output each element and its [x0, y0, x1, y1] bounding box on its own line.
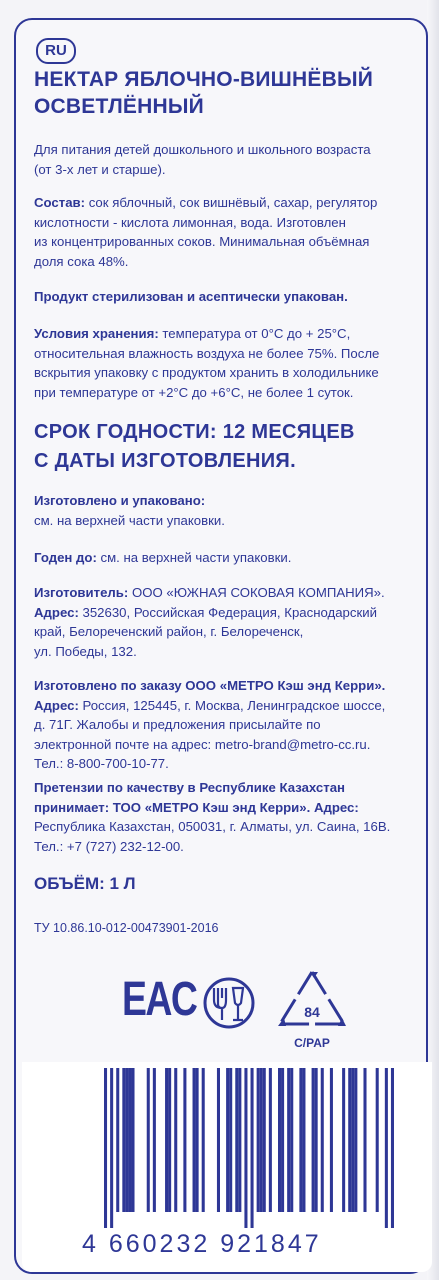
barcode-bar	[202, 1068, 205, 1212]
barcode-bar	[104, 1068, 107, 1228]
intro-line: (от 3-х лет и старше).	[34, 161, 166, 177]
order-line: Россия, 125445, г. Москва, Ленинградское шоссе,	[78, 697, 386, 713]
barcode-bar	[174, 1068, 177, 1212]
composition-label: Состав:	[34, 195, 86, 210]
manufacturer-name: ООО «ЮЖНАЯ СОКОВАЯ КОМПАНИЯ».	[128, 585, 385, 600]
barcode-bar	[217, 1068, 220, 1212]
barcode-bar	[153, 1068, 156, 1212]
kz-line: Республика Казахстан, 050031, г. Алматы, ул. Саина, 16В.	[34, 819, 391, 834]
storage-line: относительная влажность воздуха не более 75%. После	[34, 345, 380, 361]
recycle-code: 84	[304, 1004, 320, 1020]
barcode-bar	[147, 1068, 150, 1212]
barcode-bar	[302, 1068, 305, 1212]
product-title	[34, 66, 414, 120]
storage-block	[34, 324, 412, 402]
best-before-text: см. на верхней части упаковки.	[96, 550, 292, 565]
order-line: д. 71Г. Жалобы и предложения присылайте по	[34, 717, 321, 732]
barcode-bar	[281, 1068, 284, 1212]
barcode-bar	[385, 1068, 388, 1228]
sterilized-text: Продукт стерилизован и асептически упакован.	[34, 289, 348, 304]
barcode-bar	[363, 1068, 366, 1212]
food-contact-icon	[202, 976, 256, 1030]
kz-claims-block	[34, 778, 412, 856]
kz-bold-line: Претензии по качеству в Республике Казахстан	[34, 780, 346, 795]
storage-line: при температуре от +2°С до +6°С, не более 1 суток.	[34, 384, 354, 400]
barcode-bar	[235, 1068, 238, 1212]
barcode-bar	[257, 1068, 260, 1212]
barcode-bar	[391, 1068, 394, 1228]
kz-bold-line: принимает: ТОО «МЕТРО Кэш энд Керри». Адрес:	[34, 799, 359, 815]
made-packed-label: Изготовлено и упаковано:	[34, 493, 206, 508]
barcode-bar	[263, 1068, 266, 1212]
barcode-digits: 4 660232 921847	[82, 1230, 322, 1258]
language-badge: RU	[36, 38, 76, 64]
barcode-bar	[168, 1068, 171, 1212]
manufacturer-address-line: 352630, Российская Федерация, Краснодарский	[78, 604, 377, 620]
tu-code: ТУ 10.86.10-012-00473901-2016	[34, 921, 219, 935]
barcode-bar	[321, 1068, 324, 1212]
barcode-bar	[229, 1068, 232, 1212]
barcode-bar	[193, 1068, 196, 1212]
composition-line: сок яблочный, сок вишнёвый, сахар, регулятор	[85, 195, 378, 210]
intro-text	[34, 140, 412, 179]
storage-label: Условия хранения:	[34, 326, 159, 341]
volume-label: ОБЪЁМ: 1 Л	[34, 874, 136, 893]
kz-line: Тел.: +7 (727) 232-12-00.	[34, 838, 184, 854]
barcode-bar	[238, 1068, 241, 1212]
barcode-bars	[104, 1068, 394, 1228]
barcode-bar	[183, 1068, 186, 1212]
made-packed-block	[34, 491, 412, 530]
barcode-bar	[196, 1068, 199, 1212]
shelf-life-heading	[34, 418, 414, 476]
composition-line: из концентрированных соков. Минимальная объёмная	[34, 234, 370, 249]
barcode-bar	[269, 1068, 272, 1212]
storage-line: температура от 0°С до + 25°С,	[158, 326, 351, 341]
barcode-bar	[110, 1068, 113, 1228]
order-line: электронной почте на адрес: metro-brand@metro-cc.ru.	[34, 736, 371, 752]
manufacturer-address-label: Адрес:	[34, 604, 79, 620]
manufacturer-label: Изготовитель:	[34, 585, 129, 600]
barcode-bar	[330, 1068, 333, 1212]
title-line-2: ОСВЕТЛЁННЫЙ	[34, 95, 204, 118]
shelf-life-line: С ДАТЫ ИЗГОТОВЛЕНИЯ.	[34, 450, 296, 472]
composition-block	[34, 193, 412, 271]
barcode-bar	[376, 1068, 379, 1212]
barcode-bar	[116, 1068, 119, 1212]
shelf-life-line: СРОК ГОДНОСТИ: 12 МЕСЯЦЕВ	[34, 421, 355, 443]
barcode-bar	[315, 1068, 318, 1212]
manufacturer-block	[34, 583, 412, 661]
barcode-bar	[312, 1068, 315, 1212]
barcode-bar	[354, 1068, 357, 1212]
barcode-bar	[122, 1068, 125, 1212]
order-line-1: Изготовлено по заказу ООО «МЕТРО Кэш энд Керри».	[34, 678, 386, 693]
barcode-bar	[251, 1068, 254, 1228]
barcode-bar	[244, 1068, 247, 1228]
barcode-bar	[278, 1068, 281, 1212]
manufacturer-address-line: край, Белореченский район, г. Белореченск,	[34, 624, 304, 639]
barcode-bar	[287, 1068, 290, 1212]
manufacturer-address-line: ул. Победы, 132.	[34, 643, 137, 659]
barcode-area	[22, 1062, 432, 1272]
eac-mark: EAC	[122, 973, 197, 1026]
barcode-bar	[165, 1068, 168, 1212]
storage-line: вскрытия упаковку с продуктом хранить в холодильнике	[34, 365, 379, 380]
barcode-bar	[131, 1068, 134, 1212]
barcode-bar	[342, 1068, 345, 1212]
barcode-bar	[351, 1068, 354, 1212]
order-line: Тел.: 8-800-700-10-77.	[34, 756, 169, 771]
barcode-bar	[226, 1068, 229, 1212]
barcode-bar	[125, 1068, 128, 1212]
order-address-label: Адрес:	[34, 697, 79, 713]
best-before-label: Годен до:	[34, 550, 97, 565]
composition-line: кислотности - кислота лимонная, вода. Изготовлен	[34, 214, 346, 230]
barcode-bar	[260, 1068, 263, 1212]
made-packed-text: см. на верхней части упаковки.	[34, 512, 225, 528]
barcode-bar	[128, 1068, 131, 1212]
barcode-bar	[299, 1068, 302, 1212]
composition-line: доля сока 48%.	[34, 253, 129, 269]
barcode-bar	[348, 1068, 351, 1212]
intro-line: Для питания детей дошкольного и школьного возраста	[34, 142, 371, 157]
recycle-label: C/PAP	[294, 1036, 330, 1050]
recycle-icon	[272, 968, 352, 1034]
order-block	[34, 676, 412, 774]
title-line-1: НЕКТАР ЯБЛОЧНО-ВИШНЁВЫЙ	[34, 68, 374, 91]
barcode-bar	[290, 1068, 293, 1212]
best-before-block	[34, 548, 412, 568]
